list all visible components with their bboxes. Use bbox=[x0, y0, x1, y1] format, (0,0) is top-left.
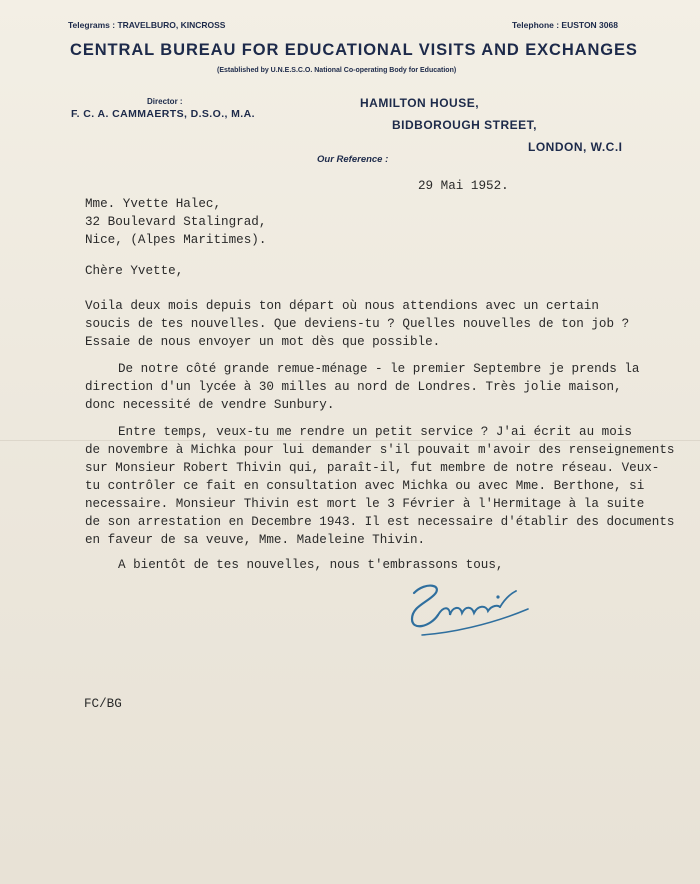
salutation: Chère Yvette, bbox=[85, 264, 184, 278]
body-line: tu contrôler ce fait en consultation avec Michka ou avec Mme. Berthone, si bbox=[85, 479, 645, 493]
address-line-2: BIDBOROUGH STREET, bbox=[392, 118, 538, 132]
director-name: F. C. A. CAMMAERTS, D.S.O., M.A. bbox=[71, 108, 255, 120]
body-line: Essaie de nous envoyer un mot dès que possible. bbox=[85, 335, 441, 349]
organization-title: CENTRAL BUREAU FOR EDUCATIONAL VISITS AND EXCHANGES bbox=[70, 41, 638, 59]
address-line-3: LONDON, W.C.I bbox=[528, 140, 623, 154]
body-line: de son arrestation en Decembre 1943. Il est necessaire d'établir des documents bbox=[85, 515, 675, 529]
typist-initials: FC/BG bbox=[84, 697, 122, 711]
body-line: sur Monsieur Robert Thivin qui, paraît-il, fut membre de notre réseau. Veux- bbox=[85, 461, 660, 475]
recipient-line: Mme. Yvette Halec, bbox=[85, 197, 222, 211]
telegrams-line: Telegrams : TRAVELBURO, KINCROSS bbox=[68, 20, 226, 30]
established-note: (Established by U.N.E.S.C.O. National Co-operating Body for Education) bbox=[217, 67, 457, 74]
body-line: soucis de tes nouvelles. Que deviens-tu ? Quelles nouvelles de ton job ? bbox=[85, 317, 630, 331]
handwritten-signature bbox=[400, 575, 540, 645]
reference-label: Our Reference : bbox=[317, 154, 389, 165]
address-line-1: HAMILTON HOUSE, bbox=[360, 96, 480, 110]
body-line: De notre côté grande remue-ménage - le premier Septembre je prends la bbox=[118, 362, 640, 376]
body-line: en faveur de sa veuve, Mme. Madeleine Thivin. bbox=[85, 533, 426, 547]
recipient-line: Nice, (Alpes Maritimes). bbox=[85, 233, 267, 247]
telephone-line: Telephone : EUSTON 3068 bbox=[512, 20, 618, 30]
body-line: necessaire. Monsieur Thivin est mort le 3 Février à l'Hermitage à la suite bbox=[85, 497, 645, 511]
letter-date: 29 Mai 1952. bbox=[418, 179, 509, 193]
body-line: de novembre à Michka pour lui demander s'il pouvait m'avoir des renseignements bbox=[85, 443, 675, 457]
body-line: donc necessité de vendre Sunbury. bbox=[85, 398, 335, 412]
body-line: direction d'un lycée à 30 milles au nord de Londres. Très jolie maison, bbox=[85, 380, 622, 394]
body-line: Entre temps, veux-tu me rendre un petit service ? J'ai écrit au mois bbox=[118, 425, 632, 439]
closing-line: A bientôt de tes nouvelles, nous t'embrassons tous, bbox=[118, 558, 504, 572]
recipient-line: 32 Boulevard Stalingrad, bbox=[85, 215, 267, 229]
body-line: Voila deux mois depuis ton départ où nous attendions avec un certain bbox=[85, 299, 599, 313]
director-label: Director : bbox=[147, 97, 183, 106]
